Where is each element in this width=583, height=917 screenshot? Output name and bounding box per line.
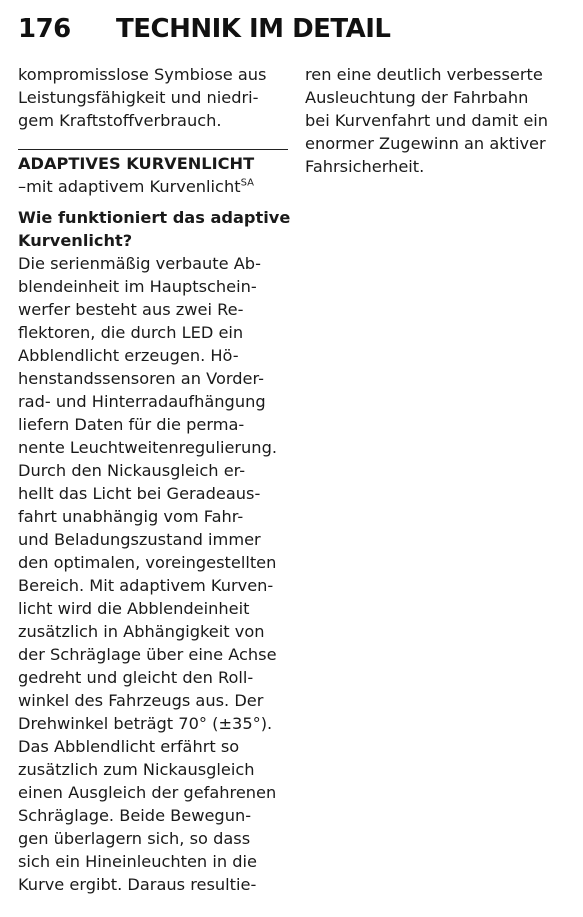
body-line: der Schräglage über eine Achse xyxy=(18,645,277,664)
body-line: fahrt unabhängig vom Fahr- xyxy=(18,507,244,526)
body-line: Abblendlicht erzeugen. Hö- xyxy=(18,346,239,365)
body-line: zusätzlich in Abhängigkeit von xyxy=(18,622,265,641)
right-column xyxy=(305,63,567,178)
body-line: Bereich. Mit adaptivem Kurven- xyxy=(18,576,274,595)
section-heading: ADAPTIVES KURVENLICHT xyxy=(18,154,255,173)
body-line: Die serienmäßig verbaute Ab- xyxy=(18,254,261,273)
intro-line: Leistungsfähigkeit und niedri- xyxy=(18,88,259,107)
sub-heading-text: –mit adaptivem Kurvenlicht xyxy=(18,177,241,196)
question-line: Wie funktioniert das adaptive xyxy=(18,208,291,227)
body-line: Drehwinkel beträgt 70° (±35°). xyxy=(18,714,273,733)
body-line: winkel des Fahrzeugs aus. Der xyxy=(18,691,264,710)
intro-line: gem Kraftstoffverbrauch. xyxy=(18,111,222,130)
body-line: werfer besteht aus zwei Re- xyxy=(18,300,244,319)
left-column xyxy=(18,63,290,896)
section-title: TECHNIK IM DETAIL xyxy=(116,14,391,44)
page-number: 176 xyxy=(18,14,71,44)
sub-heading-sup: SA xyxy=(240,177,254,189)
question-line: Kurvenlicht? xyxy=(18,231,133,250)
body-line: einen Ausgleich der gefahrenen xyxy=(18,783,277,802)
body-line: licht wird die Abblendeinheit xyxy=(18,599,250,618)
body-line: Fahrsicherheit. xyxy=(305,157,425,176)
body-line: gen überlagern sich, so dass xyxy=(18,829,251,848)
body-line: liefern Daten für die perma- xyxy=(18,415,245,434)
body-line: und Beladungszustand immer xyxy=(18,530,261,549)
sub-heading xyxy=(18,175,290,198)
body-line: blendeinheit im Hauptschein- xyxy=(18,277,257,296)
body-line: den optimalen, voreingestellten xyxy=(18,553,277,572)
body-line: ren eine deutlich verbesserte xyxy=(305,65,543,84)
page-header xyxy=(18,14,391,54)
body-line: Schräglage. Beide Bewegun- xyxy=(18,806,252,825)
body-line: zusätzlich zum Nickausgleich xyxy=(18,760,255,779)
body-line: flektoren, die durch LED ein xyxy=(18,323,244,342)
intro-line: kompromisslose Symbiose aus xyxy=(18,65,267,84)
section-divider xyxy=(18,149,288,150)
body-line: Ausleuchtung der Fahrbahn xyxy=(305,88,529,107)
body-line: rad- und Hinterradaufhängung xyxy=(18,392,266,411)
body-line: Das Abblendlicht erfährt so xyxy=(18,737,240,756)
body-line: hellt das Licht bei Geradeaus- xyxy=(18,484,261,503)
body-line: Kurve ergibt. Daraus resultie- xyxy=(18,875,257,894)
body-line: nente Leuchtweitenregulierung. xyxy=(18,438,277,457)
body-line: Durch den Nickausgleich er- xyxy=(18,461,246,480)
body-line: gedreht und gleicht den Roll- xyxy=(18,668,254,687)
body-line: bei Kurvenfahrt und damit ein xyxy=(305,111,549,130)
body-line: sich ein Hineinleuchten in die xyxy=(18,852,257,871)
body-line: henstandssensoren an Vorder- xyxy=(18,369,264,388)
body-line: enormer Zugewinn an aktiver xyxy=(305,134,546,153)
